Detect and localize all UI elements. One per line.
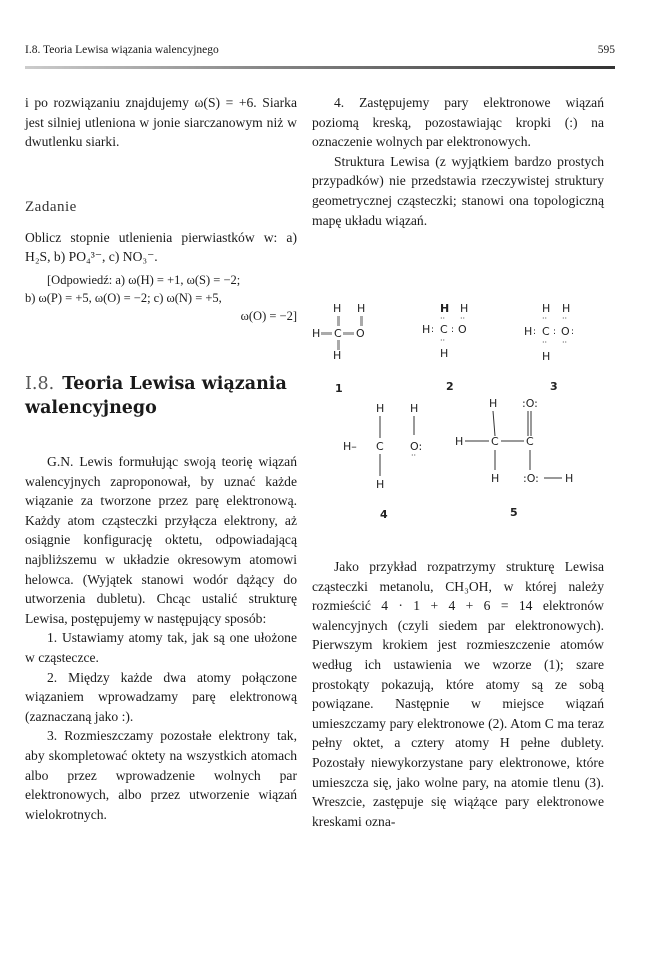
- svg-text::: :: [431, 325, 435, 335]
- running-title: I.8. Teoria Lewisa wiązania walencyjnego: [25, 44, 219, 56]
- svg-text::: :: [553, 327, 557, 337]
- svg-text:H: H: [542, 302, 551, 315]
- task-answer: [25, 271, 297, 325]
- svg-text:··: ··: [542, 314, 548, 323]
- svg-text:O: O: [356, 327, 365, 340]
- svg-text::O:: :O:: [522, 397, 538, 410]
- svg-text:··: ··: [562, 314, 568, 323]
- answer-line-2: b) ω(P) = +5, ω(O) = −2; c) ω(N) = +5,: [25, 290, 222, 305]
- svg-text:H: H: [376, 478, 385, 491]
- right-column-bottom: [312, 557, 604, 831]
- svg-text:C: C: [542, 325, 550, 338]
- section-heading: [25, 372, 297, 420]
- svg-text:O:: O:: [410, 440, 423, 453]
- svg-text::O:: :O:: [523, 472, 539, 485]
- task-text: Oblicz stopnie utlenienia pierwiastków w: a) H₂S, b) PO₄³⁻, c) NO₃⁻.: [25, 229, 297, 265]
- task-block: [25, 198, 297, 325]
- svg-text:H: H: [542, 350, 551, 363]
- task-heading: Zadanie: [25, 199, 77, 215]
- intro-paragraph: i po rozwiązaniu znajdujemy ω(S) = +6. Siarka jest silniej utleniona w jonie siarczanowym niż w dwutlenku siarki.: [25, 95, 297, 150]
- svg-text:H: H: [489, 397, 498, 410]
- svg-text:2: 2: [446, 380, 454, 393]
- paragraph-structure: Struktura Lewisa (z wyjątkiem bardzo prostych przypadków) nie przedstawia rzeczywistej struktury geometrycznej cząsteczki; stanowi ona topologiczną mapę układu wiązań.: [312, 153, 604, 228]
- left-column: [25, 93, 297, 152]
- svg-text:··: ··: [440, 314, 446, 323]
- structure-3: [524, 302, 574, 393]
- right-column-top: [312, 93, 604, 230]
- svg-text:H: H: [524, 325, 533, 338]
- answer-line-1: [Odpowiedź: a) ω(H) = +1, ω(S) = −2;: [47, 272, 241, 287]
- step-3: 3. Rozmieszczamy pozostałe elektrony tak, aby skompletować oktety na wszystkich atomach albo przez wprowadzenie wolnych par elektronowych, albo przez utworzenie wiązań wielokrotnych.: [25, 728, 297, 822]
- svg-text:O: O: [458, 323, 467, 336]
- step-1: 1. Ustawiamy atomy tak, jak są one ułożone w cząsteczce.: [25, 630, 297, 665]
- structure-5: [455, 397, 573, 519]
- section-number: I.8.: [25, 374, 55, 394]
- lewis-text: [25, 452, 297, 824]
- svg-text:C: C: [376, 440, 384, 453]
- svg-text:4: 4: [380, 508, 388, 521]
- svg-text:··: ··: [440, 336, 446, 345]
- svg-text:··: ··: [562, 338, 568, 347]
- paragraph-lewis: G.N. Lewis formułując swoją teorię wiązań walencyjnych zaproponował, by uznać każde wiązanie za tworzone przez parę elektronową. Każdy atom cząsteczki przyłącza elektrony, aż osiągnie konfigurację oktetu, odpowiadającą najbliższemu w układzie okresowym atomowi helowca. (Wyjątek stanowi wodór dążący do utworzenia dubletu). Chcąc ustalić strukturę Lewisa, postępujemy w następujący sposób:: [25, 454, 297, 626]
- svg-text:··: ··: [411, 451, 417, 460]
- svg-text:H: H: [440, 302, 450, 315]
- svg-text::: :: [571, 327, 575, 337]
- svg-text:C: C: [526, 435, 534, 448]
- svg-text::: :: [533, 327, 537, 337]
- svg-text:5: 5: [510, 506, 518, 519]
- svg-text:H–: H–: [343, 440, 357, 453]
- svg-text:H: H: [333, 302, 342, 315]
- svg-text:··: ··: [460, 314, 466, 323]
- paragraph-example: Jako przykład rozpatrzymy strukturę Lewisa cząsteczki metanolu, CH₃OH, w której należy rozmieścić 4 · 1 + 4 + 6 = 14 elektronów walencyjnych (czyli siedem par elektronowych). Pierwszym krokiem jest rozmieszczenie atomów według ich ustawienia we wzorze (1); szare prostokąty pokazują, które atomy są ze sobą powiązane. Następnie w miejsce wiązań umieszczamy pary elektronowe (2). Atom C ma teraz pełny oktet, a cztery atomy H pełne dublety. Pozostały niewykorzystane pary elektronowe, które umieszcza się, jako wolne pary, na atomie tlenu (3). Wreszcie, zastępuje się wiążące pary elektronowe kreskami ozna-: [312, 559, 604, 829]
- structure-2: [422, 302, 468, 393]
- svg-text:··: ··: [542, 338, 548, 347]
- step-4: 4. Zastępujemy pary elektronowe wiązań poziomą kreską, pozostawiając kropki (:) na oznaczenie wolnych par elektronowych.: [312, 95, 604, 150]
- svg-text:H: H: [357, 302, 366, 315]
- structure-4: [343, 402, 422, 521]
- svg-text:H: H: [562, 302, 571, 315]
- lewis-structures-figure: [300, 290, 620, 530]
- svg-text:H: H: [460, 302, 469, 315]
- svg-text:H: H: [440, 347, 449, 360]
- svg-text:H: H: [491, 472, 500, 485]
- svg-text:H: H: [376, 402, 385, 415]
- svg-text:H: H: [333, 349, 342, 362]
- structure-1: [312, 302, 365, 395]
- svg-text:C: C: [440, 323, 448, 336]
- svg-text:O: O: [561, 325, 570, 338]
- section-title: Teoria Lewisa wiązania walencyjnego: [25, 374, 287, 418]
- svg-text:3: 3: [550, 380, 558, 393]
- svg-text::: :: [451, 325, 455, 335]
- svg-text:C: C: [334, 327, 342, 340]
- answer-line-3: ω(O) = −2]: [240, 308, 297, 323]
- step-2: 2. Między każde dwa atomy połączone wiązaniem wprowadzamy parę elektronową (zaznaczaną jako :).: [25, 669, 297, 724]
- svg-text:H: H: [565, 472, 574, 485]
- svg-text:H: H: [422, 323, 431, 336]
- svg-text:H: H: [455, 435, 464, 448]
- svg-text:H: H: [312, 327, 321, 340]
- svg-text:C: C: [491, 435, 499, 448]
- header-rule: [25, 66, 615, 69]
- svg-text:H: H: [410, 402, 419, 415]
- page-number: 595: [597, 44, 615, 56]
- svg-text:1: 1: [335, 382, 343, 395]
